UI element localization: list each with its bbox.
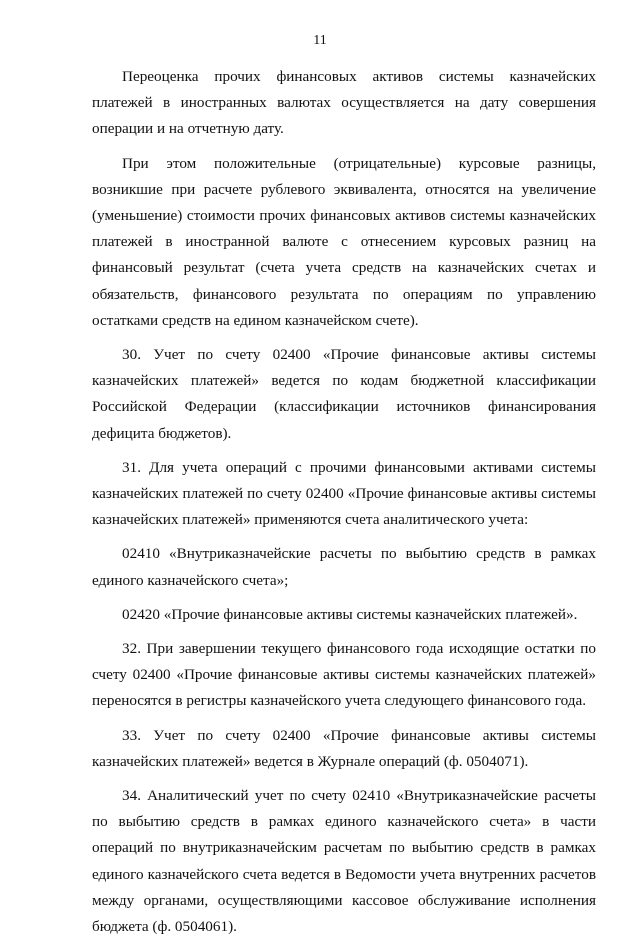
page-number: 11 [313, 33, 327, 48]
paragraph-revaluation: Переоценка прочих финансовых активов системы казначейских платежей в иностранных валютах осуществляется на дату совершения операции и на отчетную дату. [92, 68, 596, 138]
paragraph-account-02420: 02420 «Прочие финансовые активы системы казначейских платежей». [122, 605, 578, 623]
paragraph-32: 32. При завершении текущего финансового года исходящие остатки по счету 02400 «Прочие финансовые активы системы казначейских платежей» переносятся в регистры казначейского учета следующего финансового года. [92, 640, 596, 710]
document-body [92, 64, 596, 948]
paragraph-33: 33. Учет по счету 02400 «Прочие финансовые активы системы казначейских платежей» ведется в Журнале операций (ф. 0504071). [92, 726, 596, 770]
paragraph-30: 30. Учет по счету 02400 «Прочие финансовые активы системы казначейских платежей» ведется по кодам бюджетной классификации Российской Федерации (классификации источников финансирования дефицита бюджетов). [92, 346, 596, 442]
paragraph-34: 34. Аналитический учет по счету 02410 «Внутриказначейские расчеты по выбытию средств в рамках единого казначейского счета» в части операций по внутриказначейским расчетам по выбытию средств в рамках единого казначейского счета ведется в Ведомости учета внутренних расчетов между органами, осуществляющими кассовое обслуживание исполнения бюджета (ф. 0504061). [92, 787, 596, 936]
paragraph-31: 31. Для учета операций с прочими финансовыми активами системы казначейских платежей по счету 02400 «Прочие финансовые активы системы казначейских платежей» применяются счета аналитического учета: [92, 458, 596, 529]
paragraph-account-02410: 02410 «Внутриказначейские расчеты по выбытию средств в рамках единого казначейского счета»; [92, 545, 596, 589]
paragraph-exchange-differences: При этом положительные (отрицательные) курсовые разницы, возникшие при расчете рублевого эквивалента, относятся на увеличение (уменьшение) стоимости прочих финансовых активов системы казначейских платежей в иностранной валюте с отнесением курсовых разниц на финансовый результат (счета учета средств на казначейских счетах и обязательств, финансового результата по операциям по управлению остатками средств на едином казначейском счете). [92, 154, 596, 329]
